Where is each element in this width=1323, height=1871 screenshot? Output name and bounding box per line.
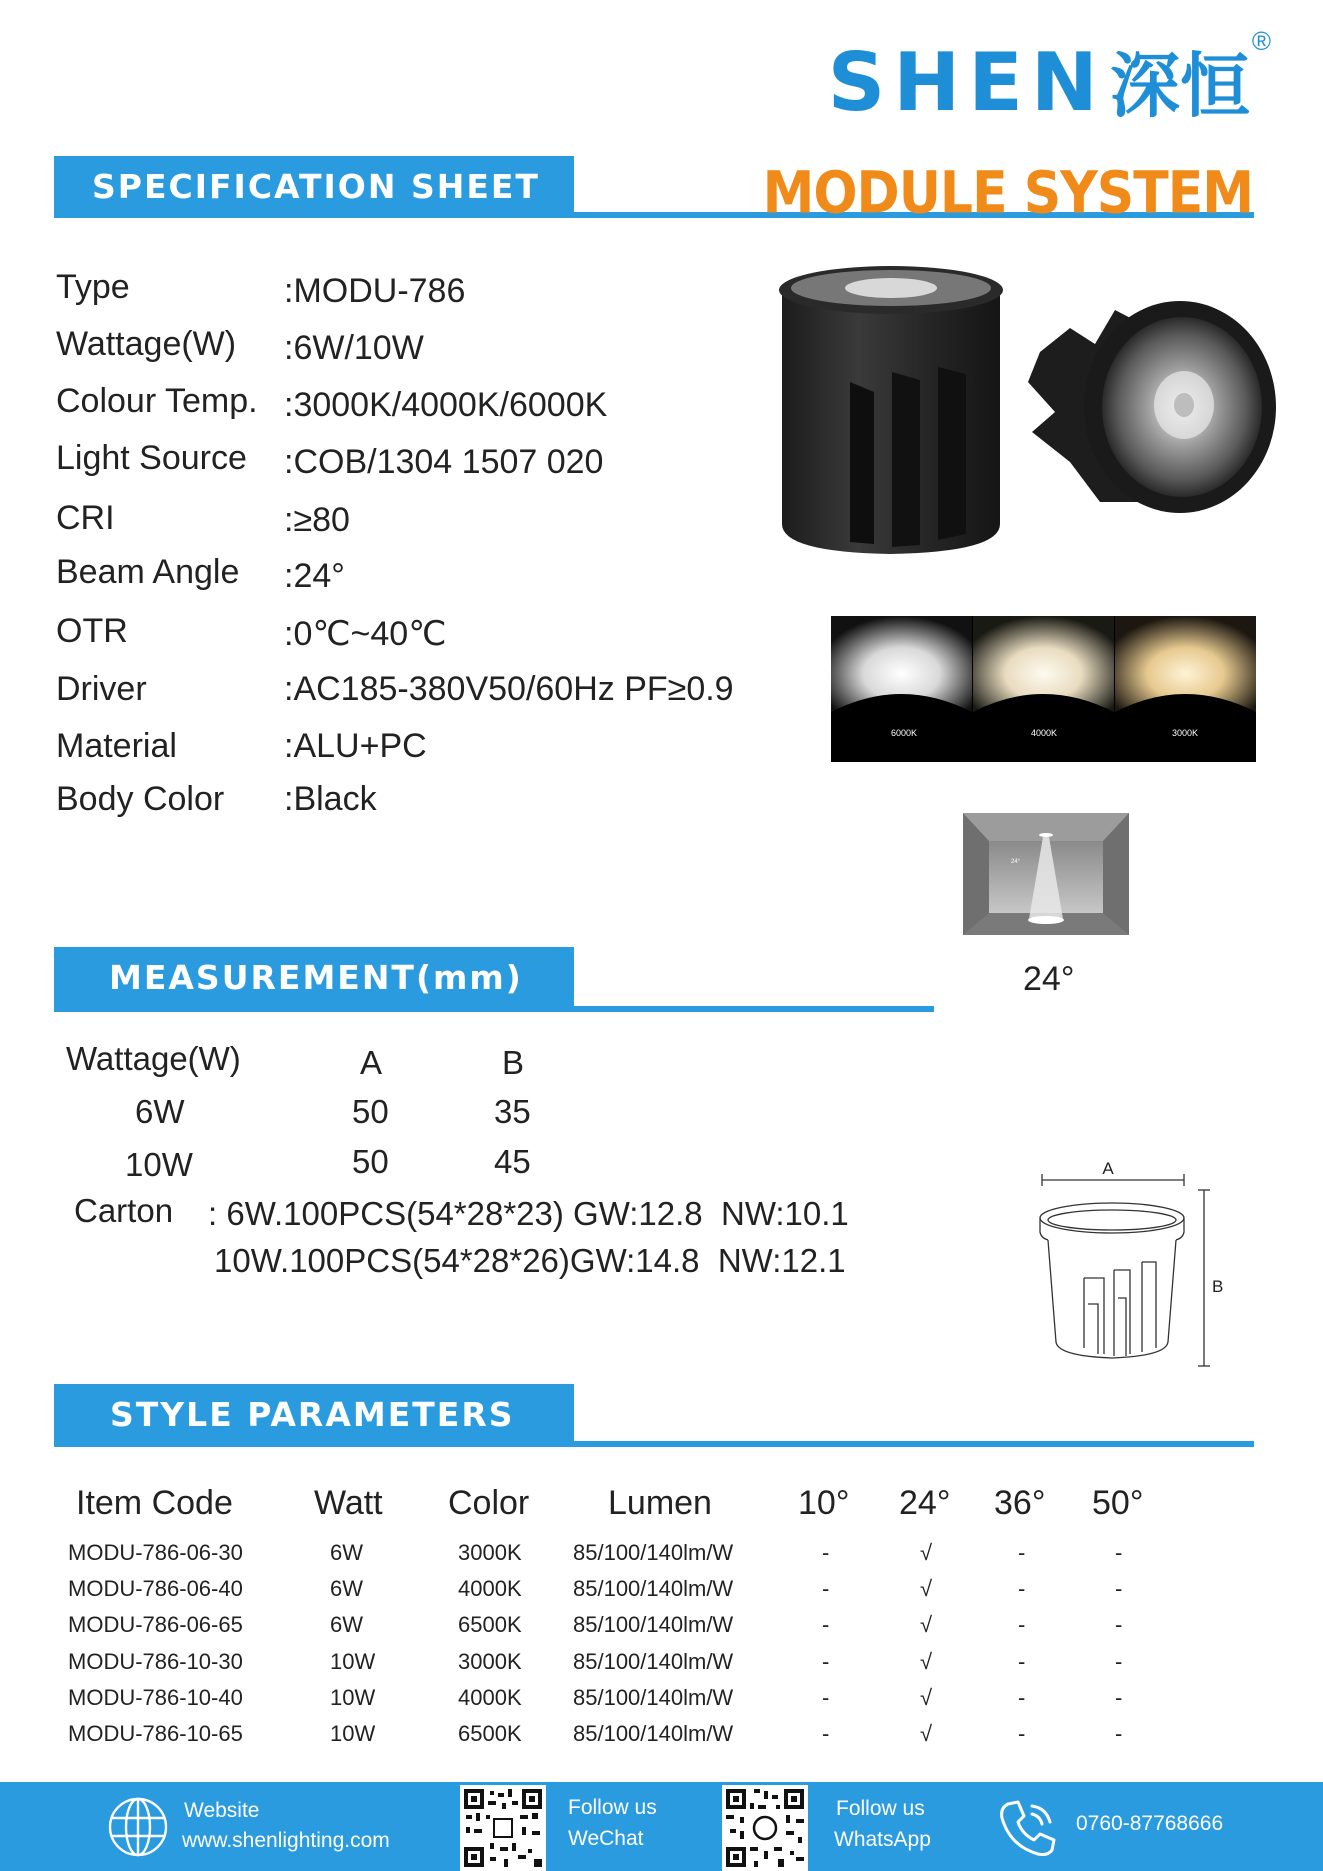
- table-header: 36°: [994, 1484, 1046, 1522]
- item-code-cell: MODU-786-10-65: [68, 1721, 243, 1746]
- wechat-line1: Follow us: [568, 1796, 657, 1819]
- measurement-underline: [54, 1006, 934, 1012]
- beam-36-cell: -: [1018, 1684, 1026, 1710]
- measurement-cell: 50: [352, 1143, 389, 1180]
- watt-cell: 6W: [330, 1540, 363, 1565]
- table-header: Color: [448, 1484, 530, 1522]
- brand-logo: [827, 26, 1271, 131]
- beam-36-cell: -: [1018, 1612, 1026, 1638]
- color-temp-label: 6000K: [890, 728, 918, 738]
- color-cell: 3000K: [458, 1648, 522, 1674]
- measurement-header-wattage: Wattage(W): [66, 1040, 241, 1077]
- watt-cell: 6W: [330, 1612, 363, 1638]
- wechat-qr-code[interactable]: [460, 1785, 546, 1871]
- beam-24-cell: √: [920, 1684, 933, 1710]
- lumen-cell: 85/100/140lm/W: [573, 1721, 734, 1746]
- item-code-cell: MODU-786-06-30: [68, 1540, 243, 1565]
- spec-label: Beam Angle: [56, 553, 240, 591]
- style-parameters-title: STYLE PARAMETERS: [110, 1394, 515, 1434]
- brand-name-latin: SHEN: [827, 36, 1106, 129]
- registered-mark: ®: [1251, 26, 1271, 56]
- spec-label: CRI: [56, 499, 115, 537]
- website-label: Website: [184, 1799, 260, 1822]
- color-cell: 4000K: [458, 1576, 522, 1602]
- beam-50-cell: -: [1115, 1612, 1123, 1638]
- color-cell: 4000K: [458, 1684, 522, 1710]
- beam-50-cell: -: [1115, 1648, 1123, 1674]
- globe-icon: [107, 1796, 169, 1858]
- watt-cell: 10W: [330, 1721, 376, 1746]
- dimension-drawing: [1032, 1158, 1232, 1370]
- measurement-cell: 6W: [135, 1093, 185, 1130]
- measurement-cell: 35: [494, 1093, 531, 1130]
- color-temp-label: 4000K: [1030, 728, 1058, 738]
- lumen-cell: 85/100/140lm/W: [573, 1576, 734, 1602]
- beam-angle-caption: 24°: [1023, 960, 1075, 998]
- measurement-cell: 50: [352, 1093, 389, 1130]
- website-url[interactable]: www.shenlighting.com: [182, 1829, 390, 1852]
- beam-50-cell: -: [1115, 1540, 1123, 1565]
- lumen-cell: 85/100/140lm/W: [573, 1648, 734, 1674]
- table-header: 50°: [1092, 1484, 1144, 1522]
- carton-line: : 6W.100PCS(54*28*23) GW:12.8 NW:10.1: [208, 1195, 849, 1232]
- beam-inner-label: 24°: [1011, 859, 1021, 865]
- spec-sheet-tab: [54, 156, 574, 216]
- style-parameters-underline: [54, 1441, 1254, 1447]
- beam-24-cell: √: [920, 1576, 933, 1602]
- item-code-cell: MODU-786-10-30: [68, 1648, 243, 1674]
- dimension-label-a: A: [1102, 1159, 1114, 1178]
- spec-label: Body Color: [56, 780, 225, 818]
- beam-50-cell: -: [1115, 1684, 1123, 1710]
- spec-label: Material: [56, 727, 177, 765]
- style-parameters-tab: [54, 1384, 574, 1444]
- measurement-header-a: A: [360, 1044, 383, 1081]
- measurement-title: MEASUREMENT(mm): [109, 957, 523, 997]
- phone-number[interactable]: 0760-87768666: [1076, 1812, 1224, 1835]
- table-header: 10°: [798, 1484, 850, 1522]
- spec-value: :≥80: [284, 501, 350, 539]
- table-header: Watt: [314, 1484, 383, 1522]
- beam-36-cell: -: [1018, 1648, 1026, 1674]
- table-header: Lumen: [608, 1484, 712, 1522]
- spec-label: OTR: [56, 612, 128, 650]
- beam-36-cell: -: [1018, 1576, 1026, 1602]
- watt-cell: 6W: [330, 1576, 363, 1602]
- spec-sheet-title: SPECIFICATION SHEET: [92, 166, 540, 206]
- measurement-cell: 45: [494, 1143, 531, 1180]
- series-title: MODULE SYSTEM: [762, 160, 1253, 228]
- whatsapp-line1: Follow us: [836, 1797, 925, 1820]
- color-temperature-strip: [831, 616, 1256, 762]
- table-header: 24°: [899, 1484, 951, 1522]
- beam-24-cell: √: [920, 1648, 933, 1674]
- spec-value: :Black: [284, 780, 377, 818]
- measurement-header-b: B: [502, 1044, 525, 1081]
- spec-label: Colour Temp.: [56, 382, 258, 420]
- watt-cell: 10W: [330, 1684, 376, 1710]
- beam-10-cell: -: [822, 1540, 830, 1565]
- footer: [0, 1782, 1323, 1871]
- beam-10-cell: -: [822, 1721, 830, 1746]
- beam-24-cell: √: [920, 1540, 933, 1565]
- measurement-cell: 10W: [125, 1146, 193, 1183]
- beam-24-cell: √: [920, 1721, 933, 1746]
- beam-50-cell: -: [1115, 1721, 1123, 1746]
- wechat-line2: WeChat: [568, 1827, 644, 1850]
- color-temp-label: 3000K: [1171, 728, 1199, 738]
- item-code-cell: MODU-786-10-40: [68, 1684, 243, 1710]
- spec-value: :6W/10W: [284, 329, 424, 367]
- beam-36-cell: -: [1018, 1721, 1026, 1746]
- phone-icon: [998, 1798, 1058, 1858]
- beam-10-cell: -: [822, 1612, 830, 1638]
- beam-24-cell: √: [920, 1612, 933, 1638]
- beam-10-cell: -: [822, 1684, 830, 1710]
- spec-value: :AC185-380V50/60Hz PF≥0.9: [284, 670, 734, 708]
- dimension-label-b: B: [1212, 1277, 1224, 1296]
- measurement-tab: [54, 947, 574, 1007]
- product-photo: [770, 262, 1280, 582]
- beam-50-cell: -: [1115, 1576, 1123, 1602]
- color-cell: 3000K: [458, 1540, 522, 1565]
- spec-label: Type: [56, 268, 130, 306]
- whatsapp-qr-code[interactable]: [722, 1785, 808, 1871]
- spec-value: :ALU+PC: [284, 727, 427, 765]
- spec-value: :MODU-786: [284, 272, 466, 310]
- beam-angle-diagram: [963, 813, 1129, 935]
- spec-value: :0℃~40℃: [284, 615, 447, 653]
- color-cell: 6500K: [458, 1721, 522, 1746]
- lumen-cell: 85/100/140lm/W: [573, 1612, 734, 1638]
- color-cell: 6500K: [458, 1612, 522, 1638]
- lumen-cell: 85/100/140lm/W: [573, 1540, 734, 1565]
- spec-value: :24°: [284, 557, 345, 595]
- beam-36-cell: -: [1018, 1540, 1026, 1565]
- watt-cell: 10W: [330, 1648, 376, 1674]
- table-header: Item Code: [76, 1484, 233, 1522]
- carton-label: Carton: [74, 1192, 174, 1229]
- item-code-cell: MODU-786-06-65: [68, 1612, 243, 1638]
- spec-label: Light Source: [56, 439, 247, 477]
- beam-10-cell: -: [822, 1576, 830, 1602]
- item-code-cell: MODU-786-06-40: [68, 1576, 243, 1602]
- lumen-cell: 85/100/140lm/W: [573, 1684, 734, 1710]
- spec-label: Wattage(W): [56, 325, 237, 363]
- beam-10-cell: -: [822, 1648, 830, 1674]
- carton-line: 10W.100PCS(54*28*26)GW:14.8 NW:12.1: [214, 1242, 846, 1279]
- brand-name-chinese: 深恒: [1109, 45, 1250, 127]
- whatsapp-line2: WhatsApp: [834, 1828, 931, 1851]
- spec-label: Driver: [56, 670, 147, 708]
- spec-value: :3000K/4000K/6000K: [284, 386, 608, 424]
- spec-value: :COB/1304 1507 020: [284, 443, 604, 481]
